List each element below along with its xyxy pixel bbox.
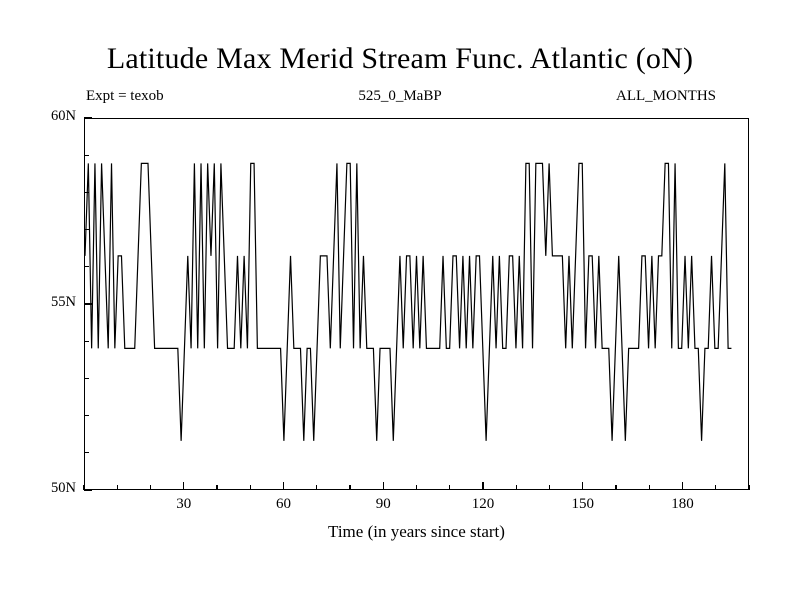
y-tick-mark — [84, 303, 92, 304]
x-tick-label: 180 — [671, 496, 694, 512]
y-tick-label: 50N — [51, 480, 76, 496]
x-minor-tick-mark — [449, 485, 450, 490]
y-tick-mark — [84, 117, 92, 118]
y-minor-tick-mark — [84, 452, 89, 453]
y-minor-tick-mark — [84, 155, 89, 156]
months-label: ALL_MONTHS — [616, 88, 716, 104]
x-tick-label: 120 — [471, 496, 495, 512]
y-minor-tick-mark — [84, 415, 89, 416]
x-minor-tick-mark — [316, 485, 317, 490]
x-minor-tick-mark — [715, 485, 716, 490]
x-minor-tick-mark — [117, 485, 118, 490]
x-minor-tick-mark — [516, 485, 517, 490]
x-minor-tick-mark — [649, 485, 650, 490]
x-tick-label: 60 — [276, 496, 291, 512]
x-minor-tick-mark — [250, 485, 251, 490]
x-tick-label: 150 — [571, 496, 594, 512]
page-title: Latitude Max Merid Stream Func. Atlantic (oN) — [106, 42, 694, 75]
x-tick-label: 90 — [375, 496, 391, 512]
y-minor-tick-mark — [84, 378, 89, 379]
y-tick-mark — [84, 489, 92, 490]
y-minor-tick-mark — [84, 192, 89, 193]
y-tick-label: 60N — [51, 108, 76, 124]
y-minor-tick-mark — [84, 229, 89, 230]
experiment-label: Expt = texob — [86, 88, 164, 104]
x-tick-mark — [183, 482, 184, 490]
x-minor-tick-mark — [615, 485, 616, 490]
x-minor-tick-mark — [83, 485, 84, 490]
x-tick-mark — [482, 482, 483, 490]
y-minor-tick-mark — [84, 341, 89, 342]
x-minor-tick-mark — [150, 485, 151, 490]
y-tick-label: 55N — [51, 294, 76, 310]
x-tick-mark — [682, 482, 683, 490]
run-label: 525_0_MaBP — [358, 88, 442, 104]
x-minor-tick-mark — [748, 485, 749, 490]
x-minor-tick-mark — [349, 485, 350, 490]
x-tick-mark — [582, 482, 583, 490]
x-minor-tick-mark — [216, 485, 217, 490]
x-tick-label: 30 — [176, 496, 192, 512]
x-tick-mark — [283, 482, 284, 490]
x-axis-title: Time (in years since start) — [328, 522, 505, 541]
x-tick-mark — [383, 482, 384, 490]
x-minor-tick-mark — [549, 485, 550, 490]
x-minor-tick-mark — [416, 485, 417, 490]
y-minor-tick-mark — [84, 266, 89, 267]
